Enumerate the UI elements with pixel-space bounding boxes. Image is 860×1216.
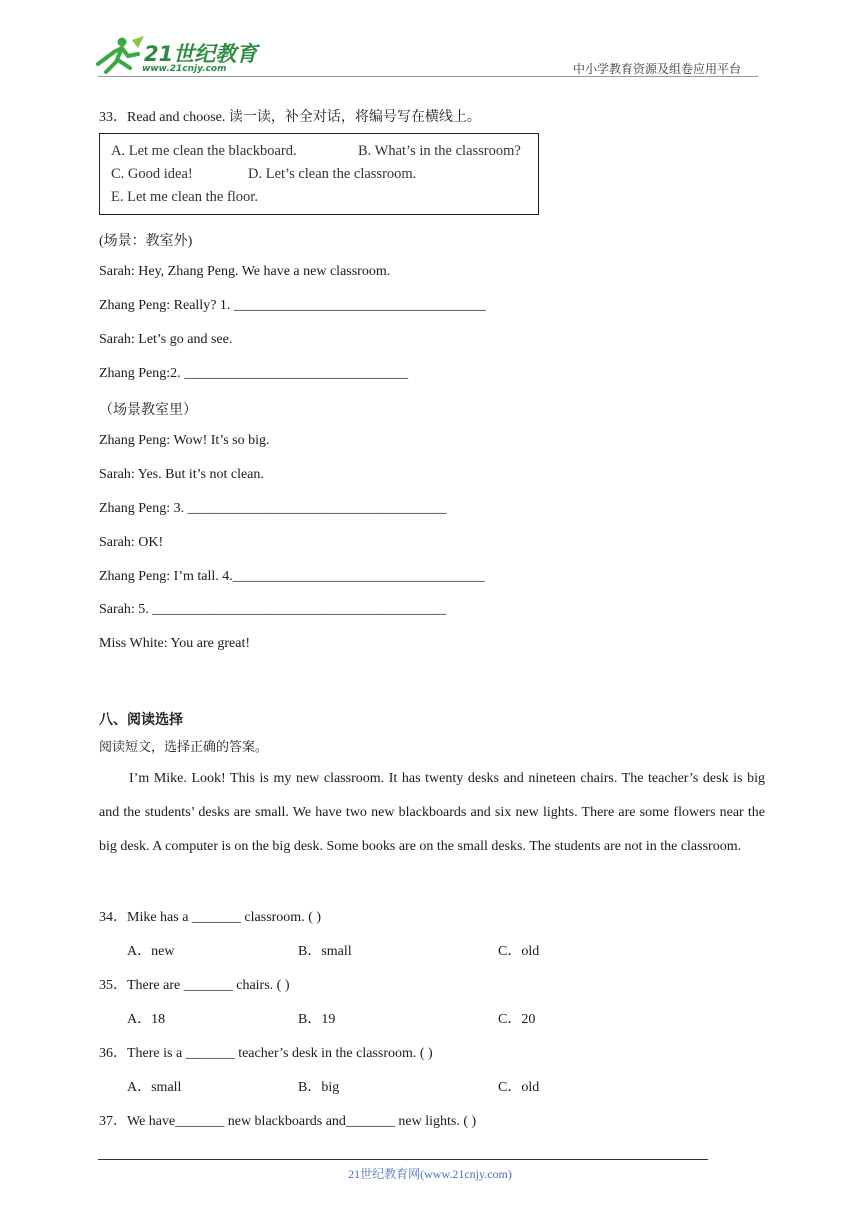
dialogue-line: Miss White: You are great! bbox=[99, 636, 250, 651]
dialogue-line: (场景：教室外) bbox=[99, 234, 193, 249]
dialogue-line: （场景教室里） bbox=[99, 403, 197, 418]
dialogue-line: Zhang Peng: Wow! It’s so big. bbox=[99, 433, 270, 448]
logo bbox=[92, 34, 262, 76]
option-c: C. Good idea! bbox=[111, 166, 193, 182]
brand-text: 中小学教育资源及组卷应用平台 bbox=[573, 62, 742, 76]
logo-url: www.21cnjy.com bbox=[142, 64, 227, 74]
question-stem: 35．There are _______ chairs. ( ) bbox=[99, 978, 290, 993]
answer-option[interactable]: C．20 bbox=[498, 1012, 536, 1027]
dialogue-line: Zhang Peng: 3. _____________________________________ bbox=[99, 501, 447, 516]
option-b: B. What’s in the classroom? bbox=[358, 143, 521, 159]
question-stem: 37．We have_______ new blackboards and_______ new lights. ( ) bbox=[99, 1114, 477, 1129]
answer-option[interactable]: A．small bbox=[127, 1080, 182, 1095]
answer-option[interactable]: B．19 bbox=[298, 1012, 336, 1027]
header-divider bbox=[98, 76, 758, 77]
q33-title: 33．Read and choose. 读一读，补全对话，将编号写在横线上。 bbox=[99, 110, 481, 125]
logo-text: 21世纪教育 bbox=[144, 42, 258, 66]
answer-option[interactable]: B．big bbox=[298, 1080, 340, 1095]
option-d: D. Let’s clean the classroom. bbox=[248, 166, 417, 182]
reading-passage: I’m Mike. Look! This is my new classroom. It has twenty desks and nineteen chairs. The teacher’s desk is big and the students’ desks are small. We have two new blackboards and six new lights. There are some flowers near the big desk. A computer is on the big desk. Some books are on the small desks. The students are not in the classroom. bbox=[99, 771, 765, 854]
option-a: A. Let me clean the blackboard. bbox=[111, 143, 297, 159]
dialogue-line: Sarah: Hey, Zhang Peng. We have a new classroom. bbox=[99, 264, 391, 279]
section-instruction: 阅读短文，选择正确的答案。 bbox=[99, 740, 269, 755]
answer-option[interactable]: C．old bbox=[498, 1080, 540, 1095]
answer-option[interactable]: A．18 bbox=[127, 1012, 166, 1027]
answer-option[interactable]: B．small bbox=[298, 944, 352, 959]
answer-option[interactable]: A．new bbox=[127, 944, 175, 959]
dialogue-line: Sarah: OK! bbox=[99, 535, 164, 550]
dialogue-line: Sarah: Let’s go and see. bbox=[99, 332, 233, 347]
dialogue-line: Sarah: Yes. But it’s not clean. bbox=[99, 467, 264, 482]
dialogue-line: Zhang Peng: Really? 1. ____________________________________ bbox=[99, 298, 486, 313]
question-stem: 36．There is a _______ teacher’s desk in the classroom. ( ) bbox=[99, 1046, 433, 1061]
footer-divider bbox=[98, 1159, 708, 1160]
footer-text[interactable]: 21世纪教育网(www.21cnjy.com) bbox=[348, 1167, 512, 1181]
answer-option[interactable]: C．old bbox=[498, 944, 540, 959]
question-stem: 34．Mike has a _______ classroom. ( ) bbox=[99, 910, 322, 925]
dialogue-line: Sarah: 5. __________________________________________ bbox=[99, 602, 447, 617]
q33-options-box bbox=[99, 133, 539, 215]
dialogue-line: Zhang Peng:2. ________________________________ bbox=[99, 366, 409, 381]
dialogue-line: Zhang Peng: I’m tall. 4.____________________________________ bbox=[99, 569, 485, 584]
section-title: 八、阅读选择 bbox=[99, 712, 183, 728]
option-e: E. Let me clean the floor. bbox=[111, 189, 258, 205]
